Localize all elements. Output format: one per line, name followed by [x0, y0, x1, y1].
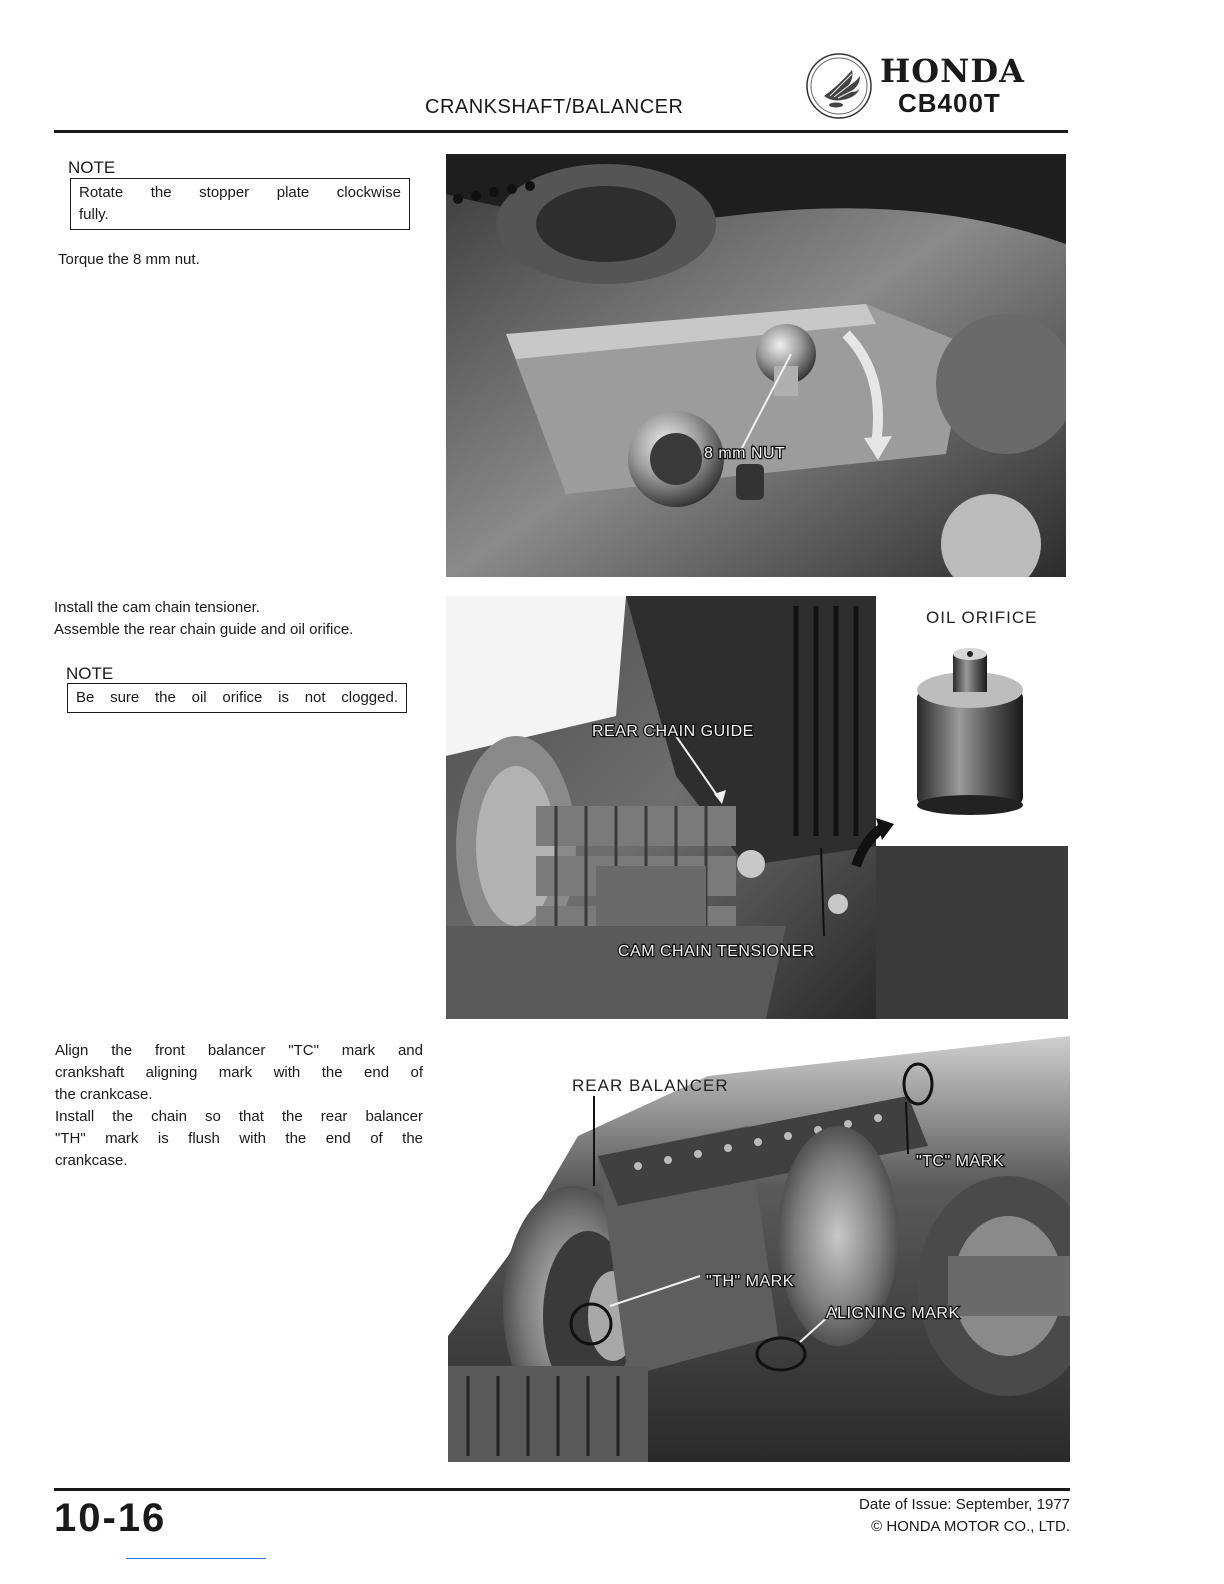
note-box [67, 683, 407, 713]
step-text-block [54, 597, 353, 641]
note-box [70, 178, 410, 230]
rear-balancer-label: REAR BALANCER [572, 1076, 729, 1095]
photo-label: REAR CHAIN GUIDE [592, 723, 754, 740]
honda-wing-logo-icon [804, 52, 874, 120]
step-text: "TH" mark is flush with the end of the [55, 1130, 423, 1147]
header-rule [54, 130, 1068, 133]
photo-label: "TC" MARK [916, 1153, 1004, 1170]
link-underline [126, 1558, 266, 1559]
note-line: fully. [79, 206, 109, 223]
step-text: crankcase. [55, 1152, 128, 1169]
step-text: Install the chain so that the rear balancer [55, 1108, 423, 1125]
note-line: Rotate the stopper plate clockwise [79, 184, 401, 201]
step-text-block [55, 1040, 423, 1172]
oil-orifice-label: OIL ORIFICE [926, 608, 1038, 627]
step-text: Install the cam chain tensioner. [54, 599, 260, 616]
issue-info [859, 1494, 1070, 1538]
photo-label: CAM CHAIN TENSIONER [618, 943, 815, 960]
photo-oil-orifice [905, 640, 1035, 815]
photo-label: 8 mm NUT [704, 445, 786, 462]
step-text: crankshaft aligning mark with the end of [55, 1064, 423, 1081]
step-text: Assemble the rear chain guide and oil orifice. [54, 621, 354, 638]
note-line: Be sure the oil orifice is not clogged. [76, 689, 398, 706]
section-title: CRANKSHAFT/BALANCER [425, 96, 684, 118]
photo-label: ALIGNING MARK [826, 1305, 960, 1322]
brand-name: HONDA [880, 52, 1025, 90]
photo-stopper-plate [446, 154, 1066, 577]
photo-label: "TH" MARK [706, 1273, 794, 1290]
copyright: © HONDA MOTOR CO., LTD. [871, 1518, 1070, 1535]
photo-balancer-marks [448, 1036, 1070, 1462]
footer-rule [54, 1488, 1070, 1491]
step-text: Align the front balancer "TC" mark and [55, 1042, 423, 1059]
model-name: CB400T [898, 88, 1001, 118]
note-label: NOTE [68, 158, 116, 177]
issue-date: Date of Issue: September, 1977 [859, 1496, 1070, 1513]
step-text: Torque the 8 mm nut. [58, 251, 200, 268]
page-number: 10-16 [54, 1496, 167, 1540]
note-label: NOTE [66, 664, 114, 683]
step-text: the crankcase. [55, 1086, 153, 1103]
